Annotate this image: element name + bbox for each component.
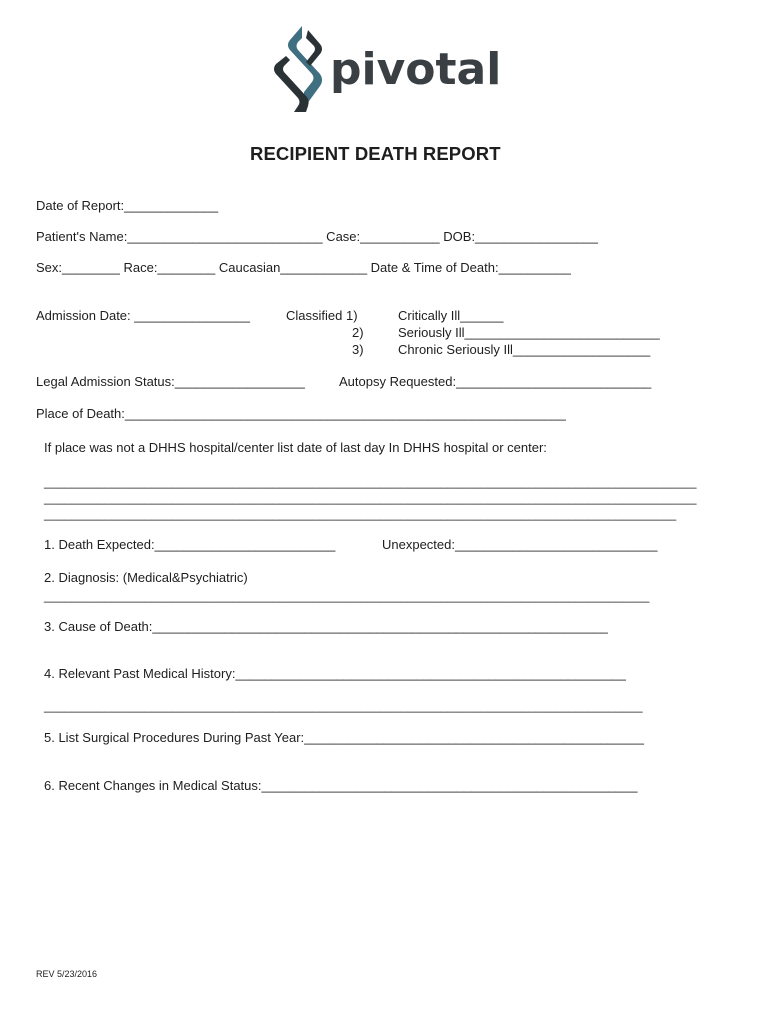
blank-line[interactable]: _________________________________________________________________________________________________ — [44, 475, 697, 489]
pivotal-logo — [268, 24, 518, 114]
revision-footer: REV 5/23/2016 — [36, 969, 98, 979]
past-medical-history-field[interactable]: 4. Relevant Past Medical History:______________________________________________________ — [44, 666, 626, 681]
recent-changes-field[interactable]: 6. Recent Changes in Medical Status:____________________________________________________ — [44, 778, 638, 793]
sex-race-death-time-field[interactable]: Sex:________ Race:________ Caucasian____________ Date & Time of Death:__________ — [36, 260, 571, 275]
diagnosis-blank-line[interactable]: __________________________________________________________________________________________ — [44, 589, 650, 603]
seriously-ill-option[interactable]: Seriously Ill___________________________ — [398, 325, 660, 340]
brand-name: pivotal — [330, 44, 502, 95]
diagnosis-label: 2. Diagnosis: (Medical&Psychiatric) — [44, 570, 248, 585]
date-of-report-field[interactable]: Date of Report:_____________ — [36, 198, 219, 213]
past-history-blank-line[interactable]: _________________________________________________________________________________________ — [44, 699, 643, 713]
critically-ill-option[interactable]: Critically Ill______ — [398, 308, 504, 323]
unexpected-field[interactable]: Unexpected:____________________________ — [382, 537, 658, 552]
surgical-procedures-field[interactable]: 5. List Surgical Procedures During Past Year:_______________________________________________ — [44, 730, 644, 745]
autopsy-requested-field[interactable]: Autopsy Requested:___________________________ — [339, 374, 652, 389]
classified-number-2: 2) — [352, 325, 364, 340]
death-expected-field[interactable]: 1. Death Expected:_________________________ — [44, 537, 336, 552]
place-note: If place was not a DHHS hospital/center list date of last day In DHHS hospital or center: — [44, 440, 547, 455]
patient-name-case-dob-field[interactable]: Patient's Name:___________________________ Case:___________ DOB:_________________ — [36, 229, 598, 244]
legal-admission-status-field[interactable]: Legal Admission Status:__________________ — [36, 374, 305, 389]
place-of-death-field[interactable]: Place of Death:_____________________________________________________________ — [36, 406, 566, 421]
blank-line[interactable]: _________________________________________________________________________________________________ — [44, 491, 697, 505]
cause-of-death-field[interactable]: 3. Cause of Death:_______________________________________________________________ — [44, 619, 608, 634]
chronic-seriously-ill-option[interactable]: Chronic Seriously Ill___________________ — [398, 342, 651, 357]
admission-date-field[interactable]: Admission Date: ________________ — [36, 308, 250, 323]
blank-line[interactable]: ______________________________________________________________________________________________ — [44, 507, 677, 521]
classified-label: Classified 1) — [286, 308, 358, 323]
classified-number-3: 3) — [352, 342, 364, 357]
page-title: RECIPIENT DEATH REPORT — [250, 143, 501, 164]
pivotal-mark-icon — [274, 26, 322, 112]
